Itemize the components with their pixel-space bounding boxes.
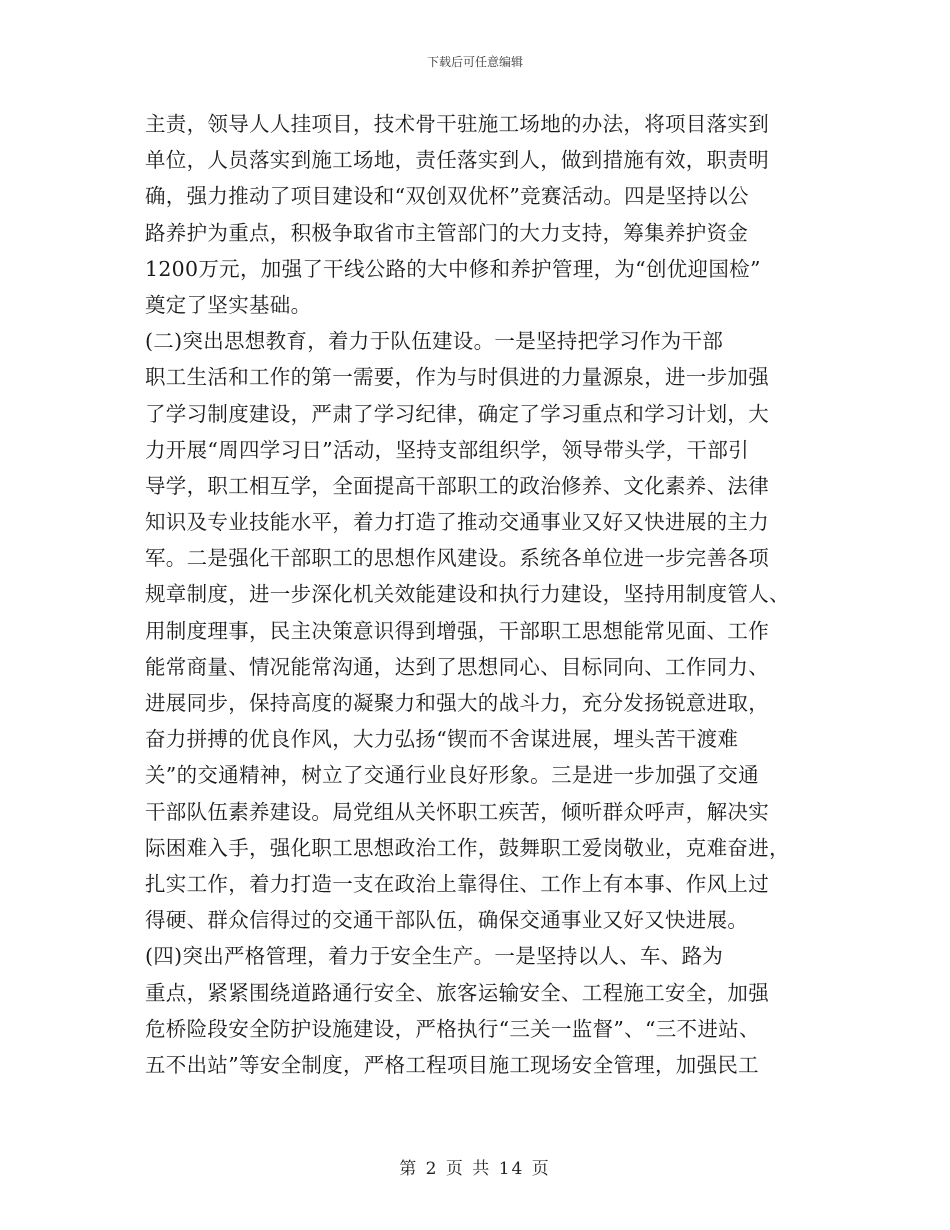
text-line: 1200万元，加强了干线公路的大中修和养护管理，为“创优迎国检” xyxy=(145,256,761,281)
text-line: 力开展“周四学习日”活动，坚持支部组织学，领导带头学，干部引 xyxy=(145,437,749,462)
text-line: 能常商量、情况能常沟通，达到了思想同心、目标同向、工作同力、 xyxy=(145,654,769,679)
text-line: 干部队伍素养建设。局党组从关怀职工疾苦，倾听群众呼声，解决实 xyxy=(145,799,769,824)
text-line: 危桥险段安全防护设施建设，严格执行“三关一监督”、“三不进站、 xyxy=(145,1016,760,1041)
text-line: 五不出站”等安全制度，严格工程项目施工现场安全管理，加强民工 xyxy=(145,1052,759,1077)
text-line: 奠定了坚实基础。 xyxy=(145,292,312,317)
text-line: 规章制度，进一步深化机关效能建设和执行力建设，坚持用制度管人、 xyxy=(145,582,790,607)
text-line: 单位，人员落实到施工场地，责任落实到人，做到措施有效，职责明 xyxy=(145,148,769,173)
text-line: 关”的交通精神，树立了交通行业良好形象。三是进一步加强了交通 xyxy=(145,763,759,788)
text-line: 确，强力推动了项目建设和“双创双优杯”竞赛活动。四是坚持以公 xyxy=(145,184,749,209)
text-line: 用制度理事，民主决策意识得到增强，干部职工思想能常见面、工作 xyxy=(145,618,769,643)
page-footer: 第 2 页 共 14 页 xyxy=(399,1159,551,1179)
text-line: 际困难入手，强化职工思想政治工作，鼓舞职工爱岗敬业，克难奋进， xyxy=(145,835,790,860)
text-line: 了学习制度建设，严肃了学习纪律，确定了学习重点和学习计划，大 xyxy=(145,401,769,426)
text-line: 导学，职工相互学，全面提高干部职工的政治修养、文化素养、法律 xyxy=(145,473,769,498)
text-line: (二)突出思想教育，着力于队伍建设。一是坚持把学习作为干部 xyxy=(145,329,724,354)
text-line: 路养护为重点，积极争取省市主管部门的大力支持，筹集养护资金 xyxy=(145,220,749,245)
text-line: 知识及专业技能水平，着力打造了推动交通事业又好又快进展的主力 xyxy=(145,510,769,535)
text-line: 扎实工作，着力打造一支在政治上靠得住、工作上有本事、作风上过 xyxy=(145,871,769,896)
text-line: 主责，领导人人挂项目，技术骨干驻施工场地的办法，将项目落实到 xyxy=(145,112,769,136)
text-line: 得硬、群众信得过的交通干部队伍，确保交通事业又好又快进展。 xyxy=(145,908,749,933)
text-line: 进展同步，保持高度的凝聚力和强大的战斗力，充分发扬锐意进取， xyxy=(145,691,769,715)
text-line: 奋力拼搏的优良作风，大力弘扬“锲而不舍谋进展，埋头苦干渡难 xyxy=(145,727,739,752)
text-line: 重点，紧紧围绕道路通行安全、旅客运输安全、工程施工安全，加强 xyxy=(145,980,769,1005)
text-line: 职工生活和工作的第一需要，作为与时俱进的力量源泉，进一步加强 xyxy=(145,365,769,390)
page-header: 下载后可任意编辑 xyxy=(426,55,523,69)
text-line: 军。二是强化干部职工的思想作风建设。系统各单位进一步完善各项 xyxy=(145,546,769,571)
text-line: (四)突出严格管理，着力于安全生产。一是坚持以人、车、路为 xyxy=(145,944,724,969)
document-body xyxy=(145,106,810,1083)
